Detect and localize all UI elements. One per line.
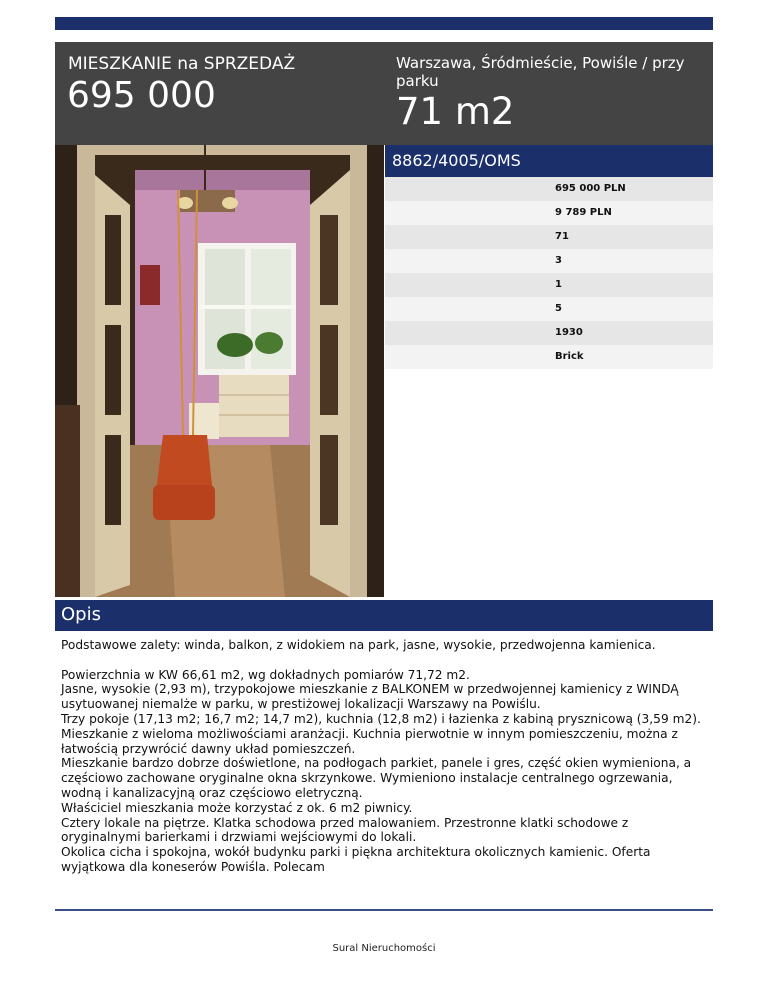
description-header [55, 600, 713, 631]
offer-header-left [55, 42, 385, 145]
spec-value: Brick [555, 351, 584, 362]
spec-value: 3 [555, 255, 562, 266]
spec-value: 1930 [555, 327, 583, 338]
spec-row-floors-total [385, 297, 713, 321]
spec-row-floor [385, 273, 713, 297]
spec-value: 71 [555, 231, 569, 242]
spec-row-material [385, 345, 713, 369]
spec-table [385, 177, 713, 369]
description-line: Trzy pokoje (17,13 m2; 16,7 m2; 14,7 m2), kuchnia (12,8 m2) i łazienka z kabiną prysznicową (3,59 m2). [61, 711, 701, 726]
spec-value: 695 000 PLN [555, 183, 626, 194]
offer-header-right [385, 42, 713, 145]
footer-divider [55, 909, 713, 911]
spec-row-rooms [385, 249, 713, 273]
spec-row-area [385, 225, 713, 249]
description-line: Mieszkanie bardzo dobrze doświetlone, na podłogach parkiet, panele i gres, część okien wymieniona, a częściowo zachowane oryginalne okna skrzynkowe. Wymieniono instalacje centralnego ogrzewania, wodną i kanalizacyjną oraz częściowo eletryczną. [61, 756, 692, 800]
spec-row-price-per-m2 [385, 201, 713, 225]
property-photo [55, 145, 384, 597]
reference-number: 8862/4005/OMS [392, 151, 521, 170]
description-title: Opis [61, 604, 101, 625]
spec-value: 1 [555, 279, 562, 290]
spec-value: 9 789 PLN [555, 207, 612, 218]
description-line: Cztery lokale na piętrze. Klatka schodowa przed malowaniem. Przestronne klatki schodowe z oryginalnymi barierkami i drzwiami wejściowymi do lokali. [61, 815, 629, 845]
reference-bar [385, 145, 713, 177]
offer-price: 695 000 [67, 75, 216, 116]
description-line: Okolica cicha i spokojna, wokół budynku parki i piękna architektura okolicznych kamienic. Oferta wyjątkowa dla koneserów Powiśla. Polecam [61, 845, 651, 874]
offer-type: MIESZKANIE na SPRZEDAŻ [68, 54, 296, 74]
spec-row-year [385, 321, 713, 345]
top-accent-bar [55, 17, 713, 30]
description-line: Właściciel mieszkania może korzystać z ok. 6 m2 piwnicy. [61, 800, 413, 815]
offer-area: 71 m2 [396, 90, 515, 133]
spec-row-price [385, 177, 713, 201]
description-line: Powierzchnia w KW 66,61 m2, wg dokładnych pomiarów 71,72 m2. [61, 667, 470, 682]
description-line: Jasne, wysokie (2,93 m), trzypokojowe mieszkanie z BALKONEM w przedwojennej kamienicy z WINDĄ usytuowanej niemalże w parku, w prestiżowej lokalizacji Warszawy na Powiślu. [61, 682, 679, 712]
agency-name: Sural Nieruchomości [332, 943, 436, 954]
spec-value: 5 [555, 303, 562, 314]
description-intro: Podstawowe zalety: winda, balkon, z widokiem na park, jasne, wysokie, przedwojenna kamienica. [61, 638, 656, 652]
description-line: Mieszkanie z wieloma możliwościami aranżacji. Kuchnia pierwotnie w innym pomieszczeniu, można z łatwością przywrócić dawny układ pomieszczeń. [61, 726, 678, 756]
description-body [61, 638, 711, 875]
offer-location: Warszawa, Śródmieście, Powiśle / przy parku [396, 54, 685, 90]
